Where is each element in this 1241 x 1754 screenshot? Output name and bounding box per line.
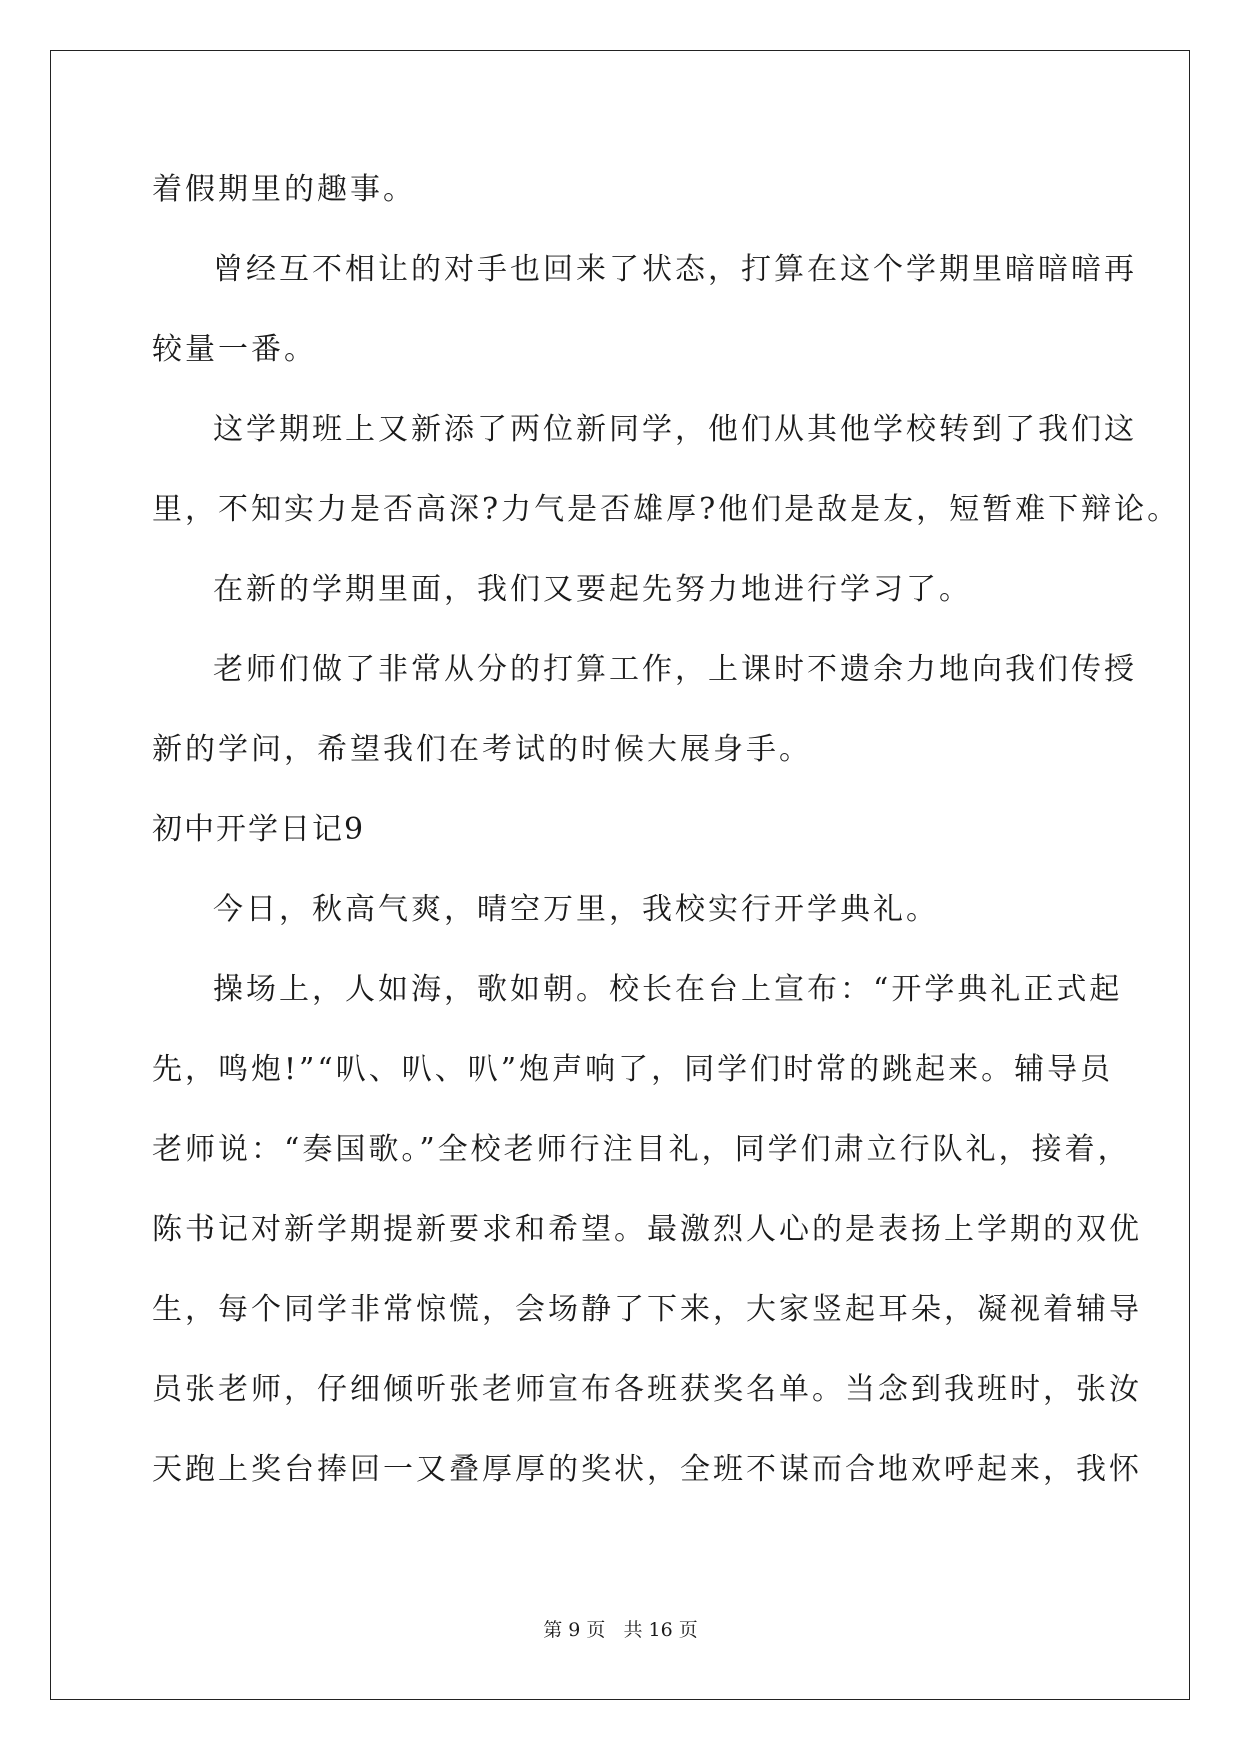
page-number-footer: 第 9 页 共 16 页 xyxy=(543,1619,698,1641)
text-line: 天跑上奖台捧回一又叠厚厚的奖状，全班不谋而合地欢呼起来，我怀 xyxy=(152,1452,1142,1487)
text-line: 陈书记对新学期提新要求和希望。最激烈人心的是表扬上学期的双优 xyxy=(152,1212,1142,1247)
paragraph-start-line: 今日，秋高气爽，晴空万里，我校实行开学典礼。 xyxy=(213,892,939,927)
paragraph-start-line: 老师们做了非常从分的打算工作，上课时不遗余力地向我们传授 xyxy=(213,652,1137,687)
text-line: 老师说：“奏国歌。”全校老师行注目礼，同学们肃立行队礼，接着， xyxy=(152,1132,1131,1167)
paragraph-start-line: 曾经互不相让的对手也回来了状态，打算在这个学期里暗暗暗再 xyxy=(213,252,1137,287)
text-line: 员张老师，仔细倾听张老师宣布各班获奖名单。当念到我班时，张汝 xyxy=(152,1372,1142,1407)
text-line: 新的学问，希望我们在考试的时候大展身手。 xyxy=(152,732,812,767)
paragraph-start-line: 在新的学期里面，我们又要起先努力地进行学习了。 xyxy=(213,572,972,607)
text-line: 着假期里的趣事。 xyxy=(152,172,416,207)
section-heading: 初中开学日记9 xyxy=(152,812,366,847)
paragraph-start-line: 这学期班上又新添了两位新同学，他们从其他学校转到了我们这 xyxy=(213,412,1137,447)
paragraph-start-line: 操场上，人如海，歌如朝。校长在台上宣布：“开学典礼正式起 xyxy=(213,972,1123,1007)
text-line: 里，不知实力是否高深?力气是否雄厚?他们是敌是友，短暂难下辩论。 xyxy=(152,492,1181,527)
text-line: 生，每个同学非常惊慌，会场静了下来，大家竖起耳朵，凝视着辅导 xyxy=(152,1292,1142,1327)
text-line: 较量一番。 xyxy=(152,332,317,367)
text-line: 先，鸣炮!”“叭、叭、叭”炮声响了，同学们时常的跳起来。辅导员 xyxy=(152,1052,1114,1087)
